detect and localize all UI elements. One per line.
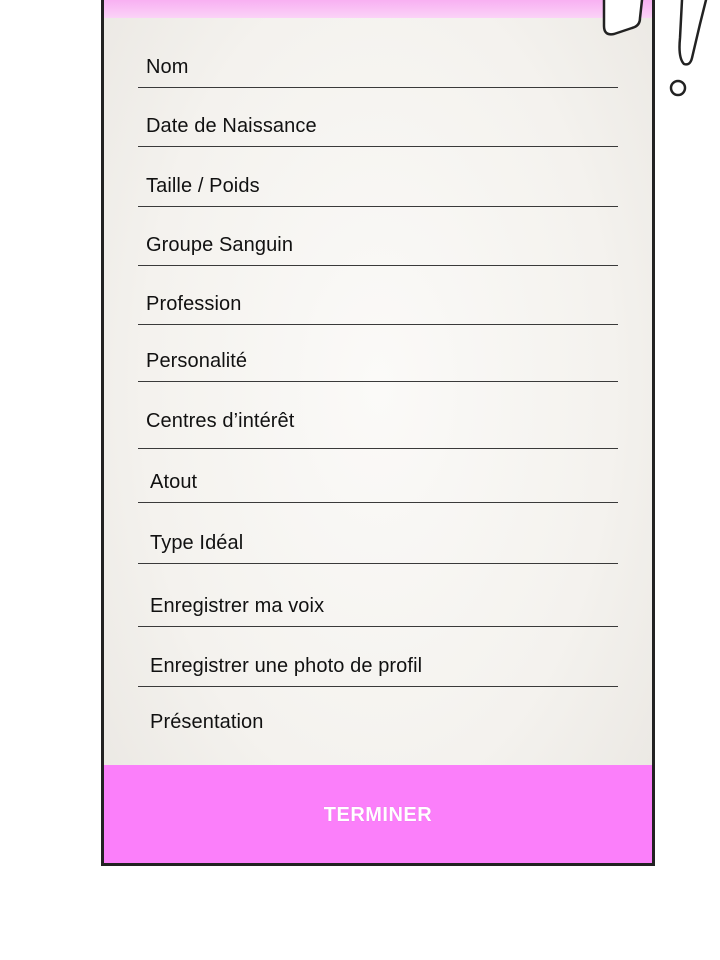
ideal-type-field[interactable] xyxy=(138,514,618,564)
profession-field[interactable] xyxy=(138,276,618,325)
presentation-field-label: Présentation xyxy=(150,711,264,733)
name-field[interactable] xyxy=(138,36,618,88)
strength-field[interactable] xyxy=(138,456,618,503)
presentation-field[interactable] xyxy=(138,696,618,736)
height-weight-field-label: Taille / Poids xyxy=(146,175,260,197)
name-field-label: Nom xyxy=(146,56,189,78)
height-weight-field[interactable] xyxy=(138,156,618,207)
personality-field-label: Personalité xyxy=(146,350,248,372)
profile-form-card xyxy=(101,0,655,866)
strength-field-label: Atout xyxy=(150,471,198,493)
profile-photo-field[interactable] xyxy=(138,636,618,687)
top-header-strip xyxy=(104,0,652,18)
finish-button[interactable] xyxy=(104,765,652,866)
record-voice-field-label: Enregistrer ma voix xyxy=(150,595,325,617)
interests-field-label: Centres d’intérêt xyxy=(146,410,295,432)
personality-field[interactable] xyxy=(138,333,618,382)
blood-type-field[interactable] xyxy=(138,216,618,266)
record-voice-field[interactable] xyxy=(138,576,618,627)
birthdate-field-label: Date de Naissance xyxy=(146,115,317,137)
exclamation-mark-icon xyxy=(596,0,720,110)
profession-field-label: Profession xyxy=(146,293,242,315)
profile-photo-field-label: Enregistrer une photo de profil xyxy=(150,655,423,677)
finish-button-label: TERMINER xyxy=(323,804,433,826)
interests-field[interactable] xyxy=(138,396,618,449)
blood-type-field-label: Groupe Sanguin xyxy=(146,234,294,256)
ideal-type-field-label: Type Idéal xyxy=(150,532,244,554)
birthdate-field[interactable] xyxy=(138,96,618,147)
